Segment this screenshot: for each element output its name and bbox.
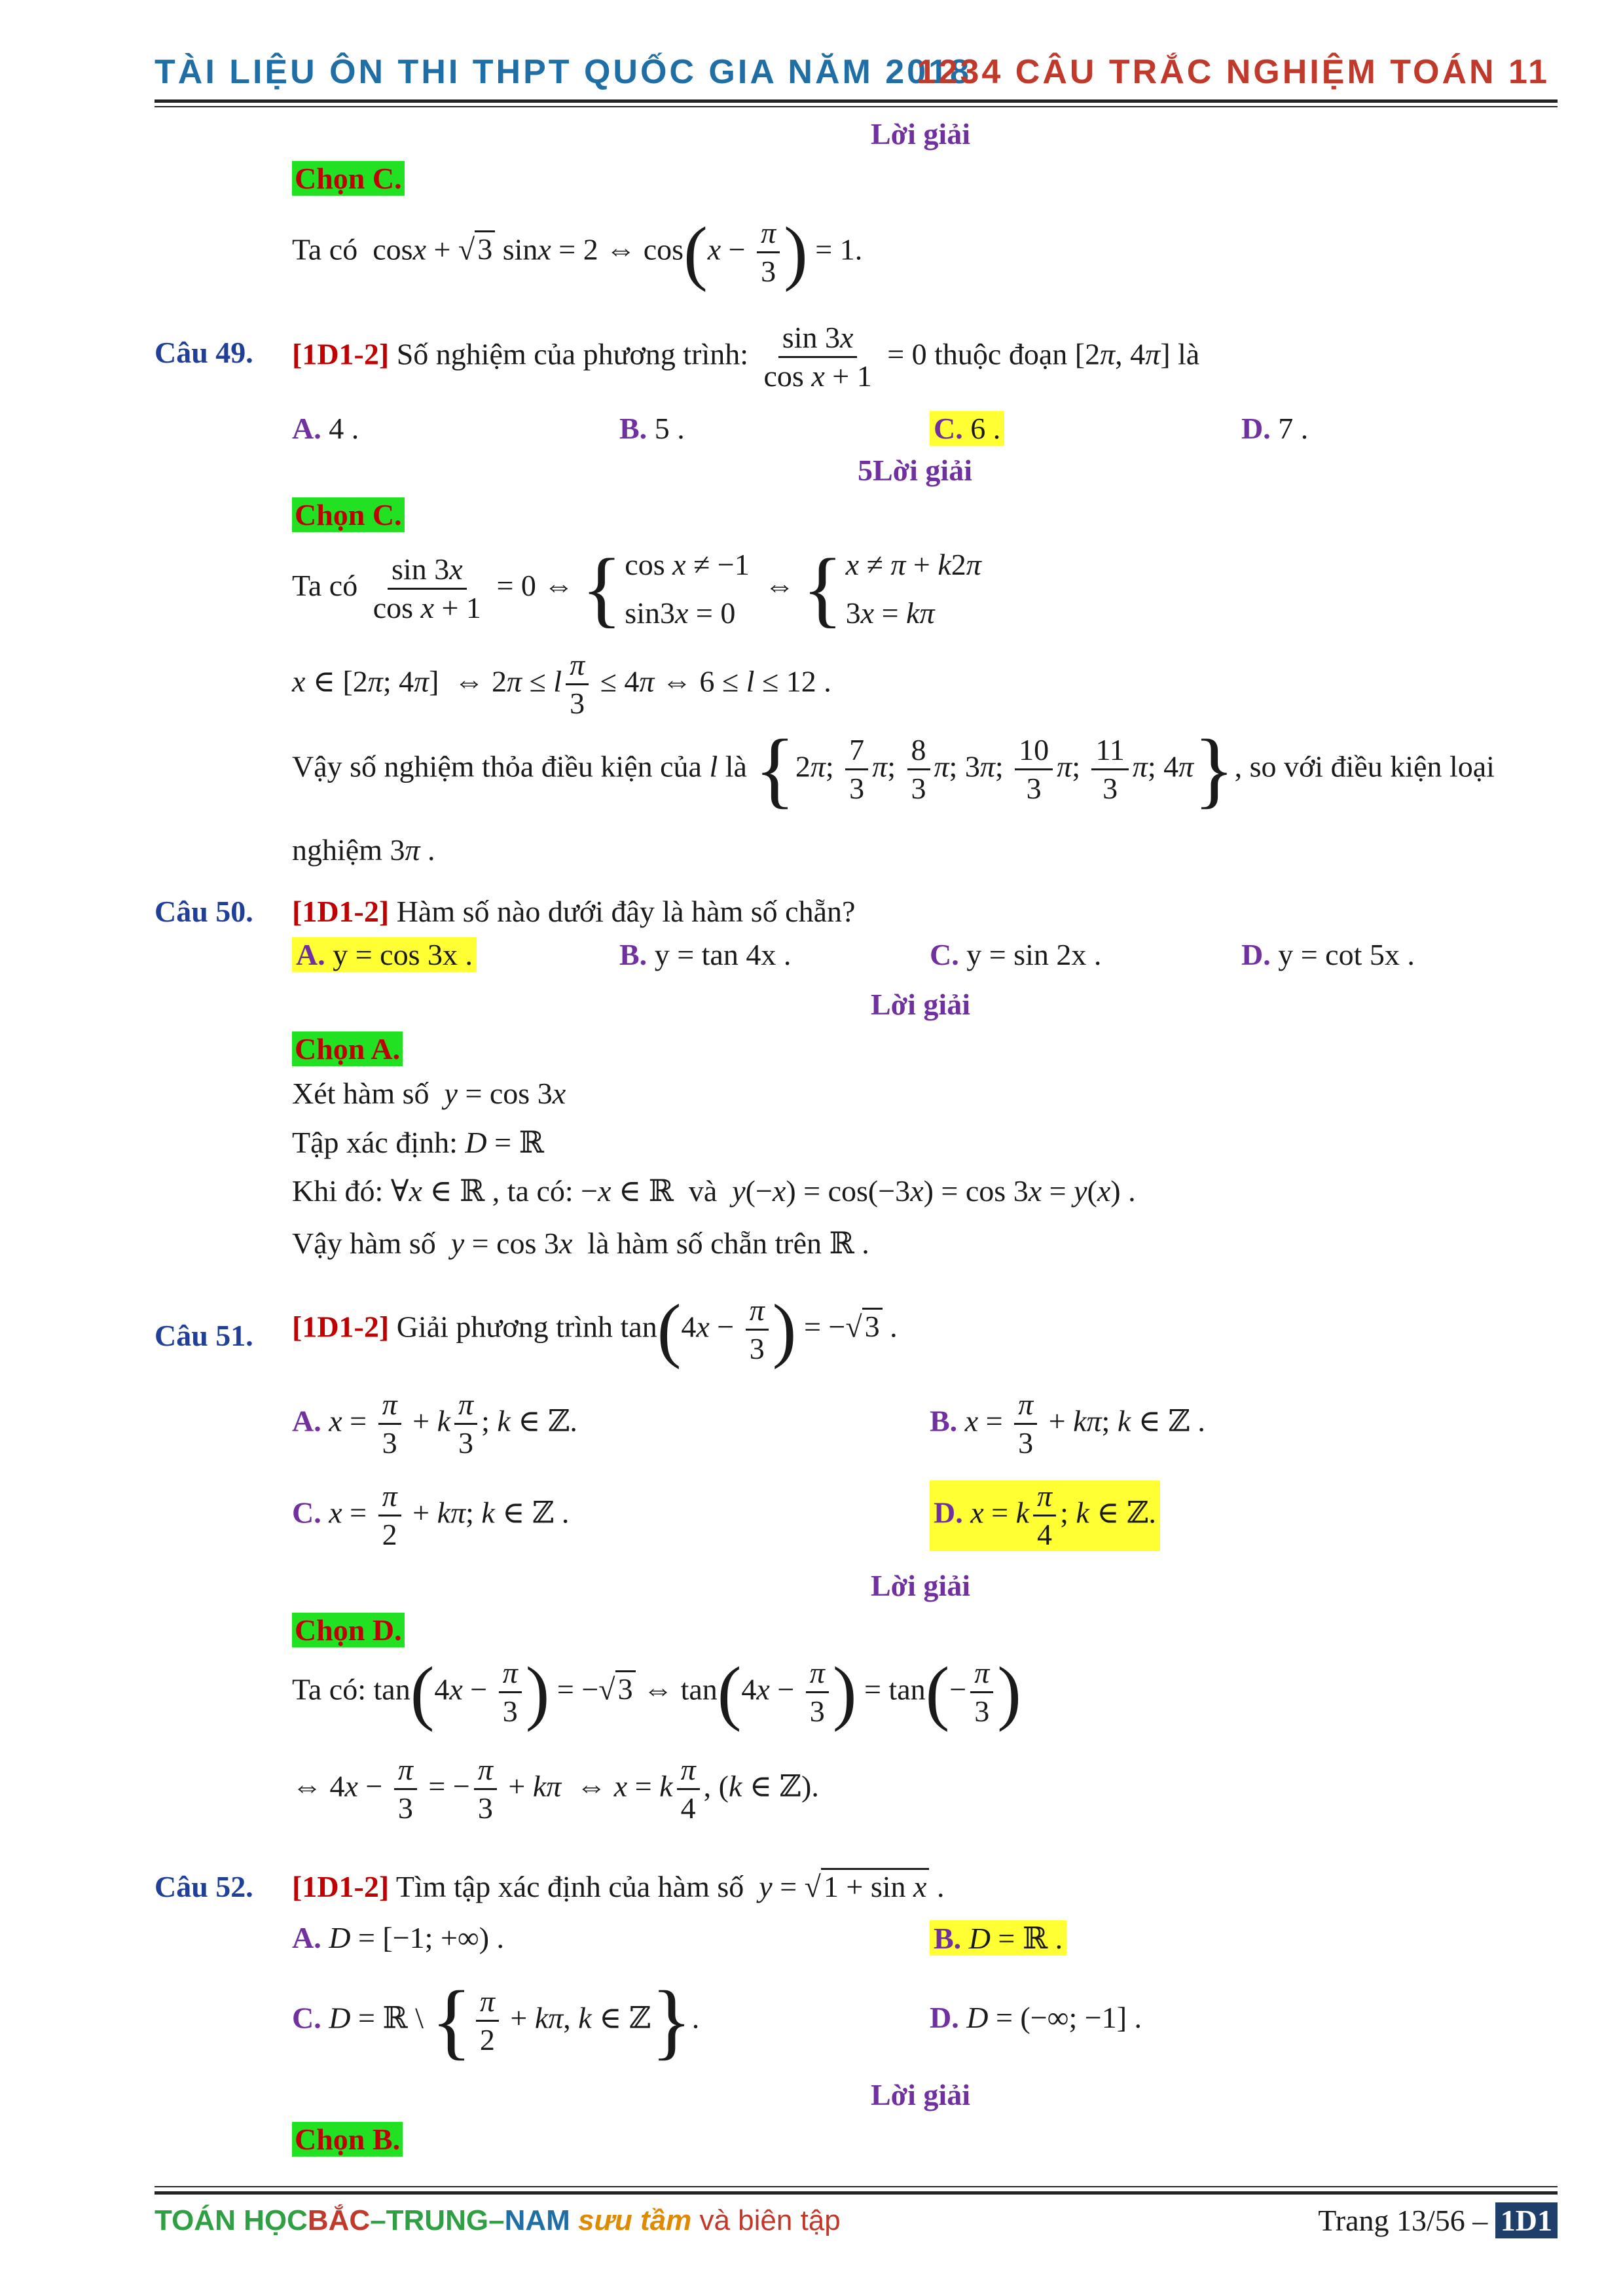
solution-line: Ta có $\frac{\sin 3x}{\text{cos x + 1}}$ = 0 ⇔ { cos x ≠ −1 sin3x = 0 ⇔ { x ≠ π + k2π 3x = kπ	[292, 541, 981, 636]
question-number: Câu 49.	[155, 336, 253, 369]
option-d: D. y = cot 5x .	[1241, 938, 1415, 971]
solution-line: Ta có cosx + √3 sinx = 2 ⇔ cos(x − $\frac{\pi}{3}$ ) = 1.	[292, 212, 863, 293]
answer-choice-label: Chọn B.	[292, 2122, 403, 2157]
header-rule-thin	[155, 106, 1558, 107]
answer-choice-label: Chọn C.	[292, 161, 405, 196]
solution-line: Xét hàm số y = cos 3x	[292, 1077, 566, 1110]
question-text: [1D1-2] Tìm tập xác định của hàm số y = √1 + sin x .	[292, 1869, 944, 1904]
option-d: D. 7 .	[1241, 412, 1309, 445]
loigiai-heading: Lời giải	[871, 2078, 970, 2111]
option-d: D. D = (−∞; −1] .	[930, 2001, 1142, 2034]
solution-line: Tập xác định: D = ℝ	[292, 1126, 544, 1159]
solution-line: Vậy số nghiệm thỏa điều kiện của l là {2π; $\frac{7}{3}$ π; $\frac{8}{3}$ π; 3π; $\frac{10}{3}$ π; $\frac{11}{3}$ π; 4π}, so với điều kiện loại	[292, 722, 1495, 817]
answer-choice-label: Chọn D.	[292, 1613, 405, 1647]
option-b: B. x = $\frac{\pi}{3}$ + kπ; k ∈ ℤ .	[930, 1388, 1205, 1460]
option-c: C. x = $\frac{\pi}{2}$ + kπ; k ∈ ℤ .	[292, 1479, 570, 1552]
option-a: A. y = cos 3x .	[292, 937, 477, 972]
footer-rule-thin	[155, 2186, 1558, 2187]
solution-line: ⇔ 4x − $\frac{\pi}{3}$ = − $\frac{\pi}{3}$ + kπ ⇔ x = k $\frac{\pi}{4}$ , (k ∈ ℤ).	[292, 1753, 819, 1825]
option-b: B. 5 .	[619, 412, 685, 445]
solution-line: Ta có: tan(4x − $\frac{\pi}{3}$ ) = −√3 ⇔ tan(4x − $\frac{\pi}{3}$ ) = tan(− $\frac{\pi}{3}$ )	[292, 1652, 1021, 1732]
header-right-title: 1234 CÂU TRẮC NGHIỆM TOÁN 11	[917, 53, 1550, 91]
question-number: Câu 50.	[155, 895, 253, 928]
header-left-title: TÀI LIỆU ÔN THI THPT QUỐC GIA NĂM 2018	[155, 53, 972, 91]
loigiai-heading: Lời giải	[871, 988, 970, 1021]
option-c: C. 6 .	[930, 411, 1004, 446]
question-text: [1D1-2] Hàm số nào dưới đây là hàm số chẵn?	[292, 895, 856, 928]
loigiai-heading: Lời giải	[871, 1569, 970, 1602]
solution-line: x ∈ [2π; 4π] ⇔ 2π ≤ l $\frac{\pi}{3}$ ≤ 4π ⇔ 6 ≤ l ≤ 12 .	[292, 648, 831, 721]
option-b: B. y = tan 4x .	[619, 938, 792, 971]
option-c: C. D = ℝ \ { $\frac{\pi}{2}$ + kπ, k ∈ ℤ}.	[292, 1973, 700, 2068]
loigiai-heading: 5Lời giải	[858, 454, 972, 487]
option-d: D. x = k $\frac{\pi}{4}$ ; k ∈ ℤ.	[930, 1480, 1160, 1551]
solution-line: Vậy hàm số y = cos 3x là hàm số chẵn trên ℝ .	[292, 1227, 869, 1260]
answer-choice-label: Chọn A.	[292, 1031, 403, 1066]
option-a: A. 4 .	[292, 412, 359, 445]
chapter-badge: 1D1	[1495, 2202, 1558, 2238]
question-number: Câu 51.	[155, 1319, 253, 1352]
loigiai-heading: Lời giải	[871, 117, 970, 151]
question-number: Câu 52.	[155, 1870, 253, 1903]
footer-rule	[155, 2191, 1558, 2195]
option-c: C. y = sin 2x .	[930, 938, 1102, 971]
header-rule	[155, 99, 1558, 103]
answer-choice-label: Chọn C.	[292, 497, 405, 532]
solution-line: Khi đó: ∀x ∈ ℝ , ta có: −x ∈ ℝ và y(−x) = cos(−3x) = cos 3x = y(x) .	[292, 1174, 1136, 1208]
option-a: A. x = $\frac{\pi}{3}$ + k $\frac{\pi}{3}$ ; k ∈ ℤ.	[292, 1388, 577, 1460]
page-number: Trang 13/56 – 1D1	[1318, 2203, 1558, 2238]
question-text: [1D1-2] Số nghiệm của phương trình: $\frac{\sin 3x}{\text{cos x + 1}}$ = 0 thuộc đoạn [2π, 4π] là	[292, 321, 1200, 393]
option-b: B. D = ℝ .	[930, 1920, 1067, 1956]
question-text: [1D1-2] Giải phương trình tan(4x − $\frac{\pi}{3}$ ) = −√3 .	[292, 1289, 898, 1370]
footer-brand: TOÁN HỌCBẮC–TRUNG–NAM sưu tầm và biên tập	[155, 2204, 841, 2236]
option-a: A. D = [−1; +∞) .	[292, 1921, 505, 1954]
solution-line: nghiệm 3π .	[292, 833, 435, 867]
